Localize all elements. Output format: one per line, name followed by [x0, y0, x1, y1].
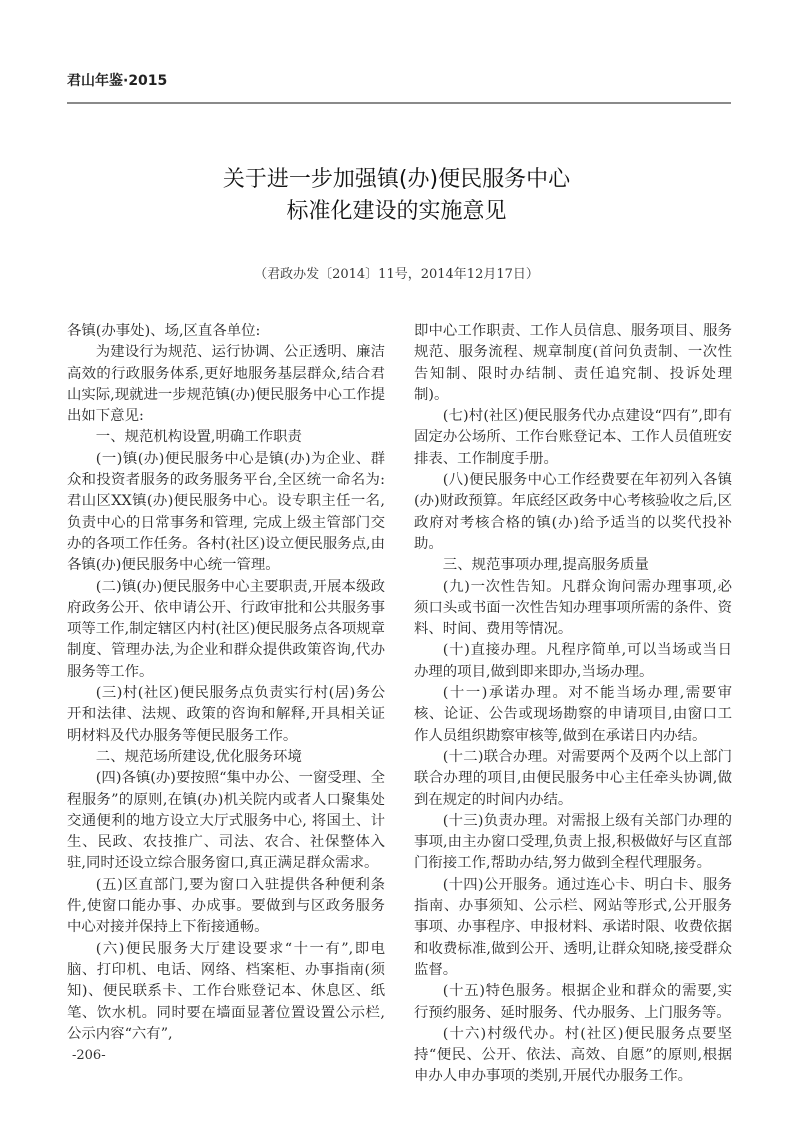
salutation: 各镇(办事处)、场,区直各单位: — [67, 323, 261, 339]
paragraph: (六)便民服务大厅建设要求“十一有”,即电脑、打印机、电话、网络、档案柜、办事指南(须知)、便民联系卡、工作台账登记本、休息区、纸笔、饮水机。同时要在墙面显著位置设置公示栏,公示内容“六有”, — [67, 940, 385, 1042]
paragraph: (十)直接办理。凡程序简单,可以当场或当日办理的项目,做到即来即办,当场办理。 — [414, 642, 732, 680]
document-reference: （君政办发〔2014〕11号，2014年12月17日） — [254, 267, 539, 282]
paragraph: (十二)联合办理。对需要两个及两个以上部门联合办理的项目,由便民服务中心主任牵头协调,做到在规定的时间内办结。 — [414, 748, 732, 808]
section-heading: 二、规范场所建设,优化服务环境 — [95, 748, 302, 765]
page-number: -206- — [72, 1048, 106, 1064]
paragraph: (二)镇(办)便民服务中心主要职责,开展本级政府政务公开、依申请公开、行政审批和公共服务事项等工作,制定辖区内村(社区)便民服务点各项规章制度、管理办法,为企业和群众提供政策咨询,代办服务等工作。 — [67, 578, 386, 680]
paragraph: (四)各镇(办)要按照“集中办公、一窗受理、全程服务”的原则,在镇(办)机关院内或者人口聚集处交通便利的地方设立大厅式服务中心, 将国土、计生、民政、农技推广、司法、农合、社保整体入驻,同时还设立综合服务窗口,真正满足群众需求。 — [67, 770, 385, 872]
left-column — [67, 321, 385, 1065]
paragraph: (八)便民服务中心工作经费要在年初列入各镇(办)财政预算。年底经区政务中心考核验收之后,区政府对考核合格的镇(办)给予适当的以奖代投补助。 — [414, 472, 733, 552]
paragraph: (十三)负责办理。对需报上级有关部门办理的事项,由主办窗口受理,负责上报,积极做好与区直部门衔接工作,帮助办结,努力做到全程代理服务。 — [414, 812, 732, 872]
paragraph: (十五)特色服务。根据企业和群众的需要,实行预约服务、延时服务、代办服务、上门服务等。 — [414, 983, 732, 1021]
paragraph: (五)区直部门,要为窗口入驻提供各种便利条件,使窗口能办事、办成事。要做到与区政务服务中心对接并保持上下衔接通畅。 — [67, 876, 385, 936]
paragraph: (十四)公开服务。通过连心卡、明白卡、服务指南、办事须知、公示栏、网站等形式,公开服务事项、办事程序、申报材料、承诺时限、收费依据和收费标准,做到公开、透明,让群众知晓,接受群众监督。 — [414, 876, 732, 978]
running-head: 君山年鉴·2015 — [67, 73, 168, 89]
document-title-line2: 标准化建设的实施意见 — [286, 199, 507, 224]
paragraph: (十一)承诺办理。对不能当场办理,需要审核、论证、公告或现场勘察的申请项目,由窗口工作人员组织勘察审核等,做到在承诺日内办结。 — [414, 685, 732, 744]
paragraph: (三)村(社区)便民服务点负责实行村(居)务公开和法律、法规、政策的咨询和解释,开具相关证明材料及代办服务等便民服务工作。 — [67, 685, 385, 744]
section-heading: 三、规范事项办理,提高服务质量 — [442, 557, 649, 574]
paragraph-continued: 即中心工作职责、工作人员信息、服务项目、服务规范、服务流程、规章制度(首问负责制、一次性告知制、限时办结制、责任追究制、投诉处理制)。 — [414, 323, 732, 403]
right-column — [414, 321, 732, 1088]
paragraph: (九)一次性告知。凡群众询问需办理事项,必须口头或书面一次性告知办理事项所需的条件、资料、时间、费用等情况。 — [414, 578, 732, 638]
section-heading: 一、规范机构设置,明确工作职责 — [95, 429, 302, 446]
header-rule — [67, 102, 731, 104]
paragraph: (十六)村级代办。村(社区)便民服务点要坚持“便民、公开、依法、高效、自愿”的原则,根据申办人申办事项的类别,开展代办服务工作。 — [414, 1025, 732, 1085]
paragraph: 为建设行为规范、运行协调、公正透明、廉洁高效的行政服务体系,更好地服务基层群众,结合君山实际,现就进一步规范镇(办)便民服务中心工作提出如下意见: — [67, 344, 386, 425]
document-title-line1: 关于进一步加强镇(办)便民服务中心 — [222, 167, 571, 192]
paragraph: (一)镇(办)便民服务中心是镇(办)为企业、群众和投资者服务的政务服务平台,全区统一命名为:君山区XX镇(办)便民服务中心。设专职主任一名,负责中心的日常事务和管理, 完成上级主管部门交办的各项工作任务。各村(社区)设立便民服务点,由各镇(办)便民服务中心统一管理。 — [67, 450, 386, 574]
paragraph: (七)村(社区)便民服务代办点建设“四有”,即有固定办公场所、工作台账登记本、工作人员值班安排表、工作制度手册。 — [414, 408, 732, 467]
